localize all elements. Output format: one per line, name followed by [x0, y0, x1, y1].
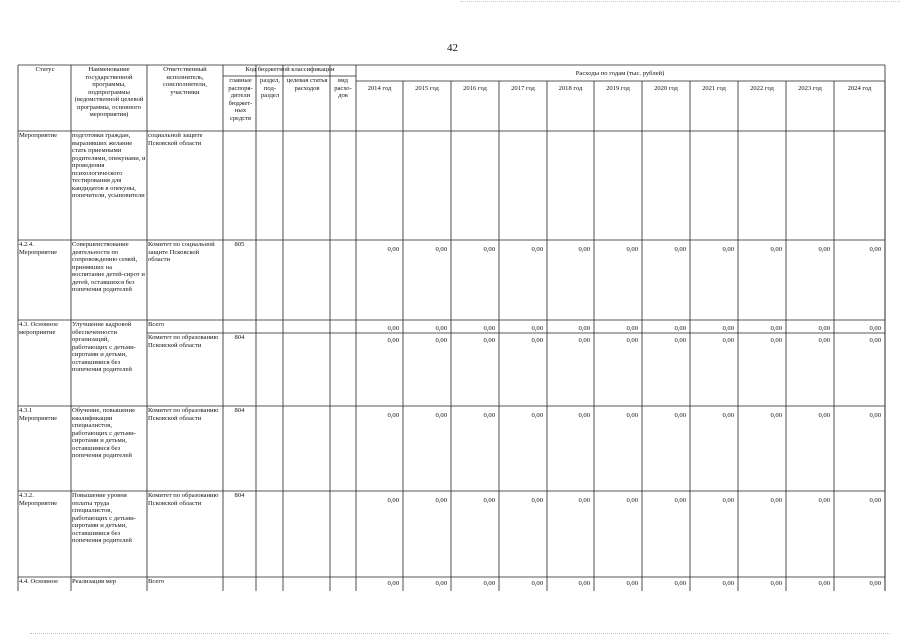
cell-value: 0,00	[818, 497, 830, 504]
header-year: 2021 год	[702, 85, 726, 92]
cell-value: 0,00	[818, 412, 830, 419]
cell-value: 0,00	[435, 412, 447, 419]
cell-status: 4.4. Основное	[19, 578, 58, 585]
header-budget-code: Код бюджетной классификации	[245, 66, 335, 73]
cell-value: 0,00	[869, 412, 881, 419]
cell-value: 0,00	[674, 580, 686, 587]
cell-value: 0,00	[626, 246, 638, 253]
header-year: 2019 год	[606, 85, 630, 92]
header-vr: вид расхо-дов	[334, 77, 352, 99]
header-rzpr: раздел, под-раздел	[260, 77, 280, 99]
cell-value: 0,00	[674, 246, 686, 253]
cell-executor: Комитет по образованию Псковской области	[148, 407, 219, 422]
header-year: 2018 год	[558, 85, 583, 92]
cell-executor: Комитет по образованию Псковской области	[148, 334, 219, 349]
cell-value: 0,00	[674, 412, 686, 419]
cell-code: 805	[234, 241, 245, 248]
cell-value: 0,00	[387, 580, 399, 587]
cell-value: 0,00	[869, 580, 881, 587]
cell-value: 0,00	[869, 497, 881, 504]
cell-name: Повышение уровня оплаты труда специалистов, работающих с детьми-сиротами и детьми, оставшимися без попечения родителей	[72, 492, 136, 544]
cell-status: 4.2.4. Мероприятие	[19, 241, 58, 256]
cell-value: 0,00	[435, 337, 447, 344]
header-year: 2022 год	[750, 85, 774, 92]
header-year: 2016 год	[463, 85, 487, 92]
cell-value: 0,00	[435, 325, 447, 332]
cell-value: 0,00	[818, 337, 830, 344]
cell-value: 0,00	[387, 246, 399, 253]
cell-value: 0,00	[770, 412, 782, 419]
cell-value: 0,00	[869, 325, 881, 332]
cell-executor: Всего	[148, 321, 165, 328]
cell-code: 804	[234, 407, 245, 414]
cell-value: 0,00	[387, 325, 399, 332]
scan-artifact-bottom	[30, 633, 890, 635]
cell-value: 0,00	[435, 497, 447, 504]
cell-name: подготовки граждан, выразивших желание стать приемными родителями, опекунами, и проведения психологического тестирования для кандидатов в опекуны, попечители, усыновители	[72, 132, 146, 199]
cell-value: 0,00	[626, 325, 638, 332]
cell-value: 0,00	[818, 325, 830, 332]
cell-status: 4.3.1 Мероприятие	[19, 407, 58, 422]
cell-value: 0,00	[578, 325, 590, 332]
cell-value: 0,00	[531, 497, 543, 504]
header-year: 2023 год	[798, 85, 822, 92]
cell-value: 0,00	[626, 412, 638, 419]
page-number: 42	[447, 42, 458, 54]
cell-name: Совершенствование деятельности по сопровождению семей, принявших на воспитание детей-сирот и детей, оставшихся без попечения родителей	[72, 241, 145, 293]
cell-value: 0,00	[435, 580, 447, 587]
cell-value: 0,00	[770, 337, 782, 344]
cell-value: 0,00	[626, 497, 638, 504]
cell-value: 0,00	[531, 412, 543, 419]
cell-value: 0,00	[674, 337, 686, 344]
cell-executor: Комитет по образованию Псковской области	[148, 492, 219, 507]
cell-value: 0,00	[770, 325, 782, 332]
cell-value: 0,00	[531, 580, 543, 587]
cell-name: Реализация мер	[72, 578, 117, 585]
header-name: Наименование государственной программы, подпрограммы (ведомственной целевой программы, основного мероприятия)	[74, 66, 144, 118]
cell-status: Мероприятие	[19, 132, 58, 139]
cell-value: 0,00	[674, 497, 686, 504]
cell-value: 0,00	[722, 412, 734, 419]
cell-value: 0,00	[722, 246, 734, 253]
cell-value: 0,00	[483, 497, 495, 504]
header-status: Статус	[35, 66, 55, 73]
cell-value: 0,00	[578, 497, 590, 504]
cell-code: 804	[234, 492, 245, 499]
header-year: 2015 год	[415, 85, 439, 92]
cell-value: 0,00	[578, 246, 590, 253]
cell-value: 0,00	[578, 337, 590, 344]
cell-value: 0,00	[722, 580, 734, 587]
cell-value: 0,00	[483, 246, 495, 253]
cell-name: Обучение, повышение квалификации специалистов, работающих с детьми-сиротами и детьми, оставшимися без попечения родителей	[72, 407, 136, 459]
cell-value: 0,00	[722, 337, 734, 344]
cell-value: 0,00	[869, 246, 881, 253]
cell-status: 4.3.2. Мероприятие	[19, 492, 58, 507]
cell-value: 0,00	[483, 337, 495, 344]
cell-value: 0,00	[578, 412, 590, 419]
cell-code: 804	[234, 334, 245, 341]
cell-value: 0,00	[531, 325, 543, 332]
cell-value: 0,00	[531, 337, 543, 344]
cell-executor: Всего	[148, 578, 165, 585]
cell-status: 4.3. Основное мероприятие	[19, 321, 58, 336]
cell-executor: Комитет по социальной защите Псковской области	[148, 241, 215, 263]
cell-value: 0,00	[483, 412, 495, 419]
cell-value: 0,00	[770, 246, 782, 253]
header-expenses: Расходы по годам (тыс. рублей)	[575, 70, 665, 77]
cell-value: 0,00	[770, 497, 782, 504]
header-year: 2020 год	[654, 85, 678, 92]
cell-value: 0,00	[387, 412, 399, 419]
cell-value: 0,00	[674, 325, 686, 332]
cell-executor: социальной защите Псковской области	[148, 132, 203, 147]
header-year: 2017 год	[511, 85, 535, 92]
cell-value: 0,00	[387, 337, 399, 344]
cell-value: 0,00	[722, 325, 734, 332]
cell-value: 0,00	[483, 580, 495, 587]
cell-value: 0,00	[483, 325, 495, 332]
cell-value: 0,00	[531, 246, 543, 253]
header-year: 2014 год	[367, 85, 392, 92]
cell-name: Улучшение кадровой обеспеченности организаций, работающих с детьми-сиротами и детьми, оставшимися без попечения родителей	[72, 321, 136, 373]
header-executor: Ответственный исполнитель, соисполнители, участники	[162, 66, 208, 96]
cell-value: 0,00	[869, 337, 881, 344]
cell-value: 0,00	[626, 580, 638, 587]
cell-value: 0,00	[818, 580, 830, 587]
cell-value: 0,00	[387, 497, 399, 504]
cell-value: 0,00	[722, 497, 734, 504]
header-year: 2024 год	[847, 85, 872, 92]
cell-value: 0,00	[770, 580, 782, 587]
cell-value: 0,00	[435, 246, 447, 253]
cell-value: 0,00	[626, 337, 638, 344]
cell-value: 0,00	[578, 580, 590, 587]
header-grbs: главные распоря-дители бюджет-ных средств	[228, 77, 253, 122]
cell-value: 0,00	[818, 246, 830, 253]
header-csr: целевая статья расходов	[286, 77, 328, 92]
